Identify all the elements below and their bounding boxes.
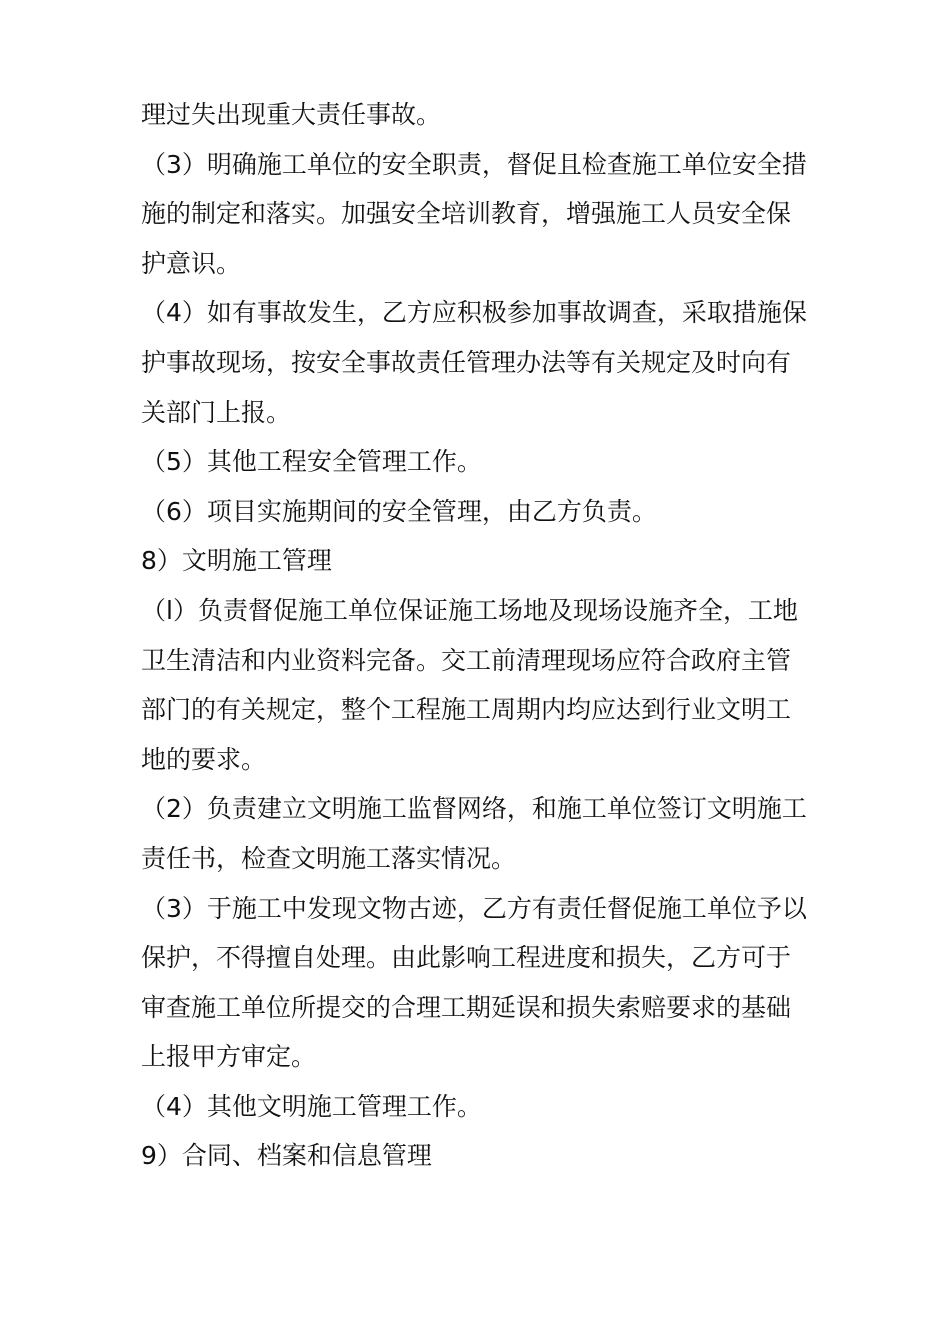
text-line: 上报甲方审定。 [141, 1042, 317, 1072]
text-line: （3）明确施工单位的安全职责，督促且检查施工单位安全措 [141, 149, 807, 179]
text-line: （4）其他文明施工管理工作。 [141, 1091, 482, 1121]
section-heading: 8）文明施工管理 [141, 546, 332, 576]
text-line: 关部门上报。 [141, 397, 292, 427]
document-body [141, 90, 831, 1181]
text-line: 地的要求。 [141, 744, 267, 774]
text-line: （3）于施工中发现文物古迹，乙方有责任督促施工单位予以 [141, 893, 807, 923]
text-line: （6）项目实施期间的安全管理，由乙方负责。 [141, 496, 657, 526]
text-line: 责任书，检查文明施工落实情况。 [141, 843, 517, 873]
text-line: （2）负责建立文明施工监督网络，和施工单位签订文明施工 [141, 794, 807, 824]
text-line: （l）负责督促施工单位保证施工场地及现场设施齐全，工地 [141, 595, 798, 625]
text-line: （4）如有事故发生，乙方应积极参加事故调查，采取措施保 [141, 298, 807, 328]
text-line: 理过失出现重大责任事故。 [141, 100, 442, 129]
text-line: 保护，不得擅自处理。由此影响工程进度和损失，乙方可于 [141, 943, 792, 973]
text-line: 护事故现场，按安全事故责任管理办法等有关规定及时向有 [141, 347, 792, 377]
text-line: 部门的有关规定，整个工程施工周期内均应达到行业文明工 [141, 695, 792, 725]
text-line: 卫生清洁和内业资料完备。交工前清理现场应符合政府主管 [141, 645, 792, 675]
section-heading: 9）合同、档案和信息管理 [141, 1141, 432, 1171]
text-line: 审查施工单位所提交的合理工期延误和损失索赔要求的基础 [141, 992, 792, 1022]
text-line: 施的制定和落实。加强安全培训教育，增强施工人员安全保 [141, 199, 792, 229]
text-line: 护意识。 [141, 248, 242, 278]
text-line: （5）其他工程安全管理工作。 [141, 447, 482, 477]
